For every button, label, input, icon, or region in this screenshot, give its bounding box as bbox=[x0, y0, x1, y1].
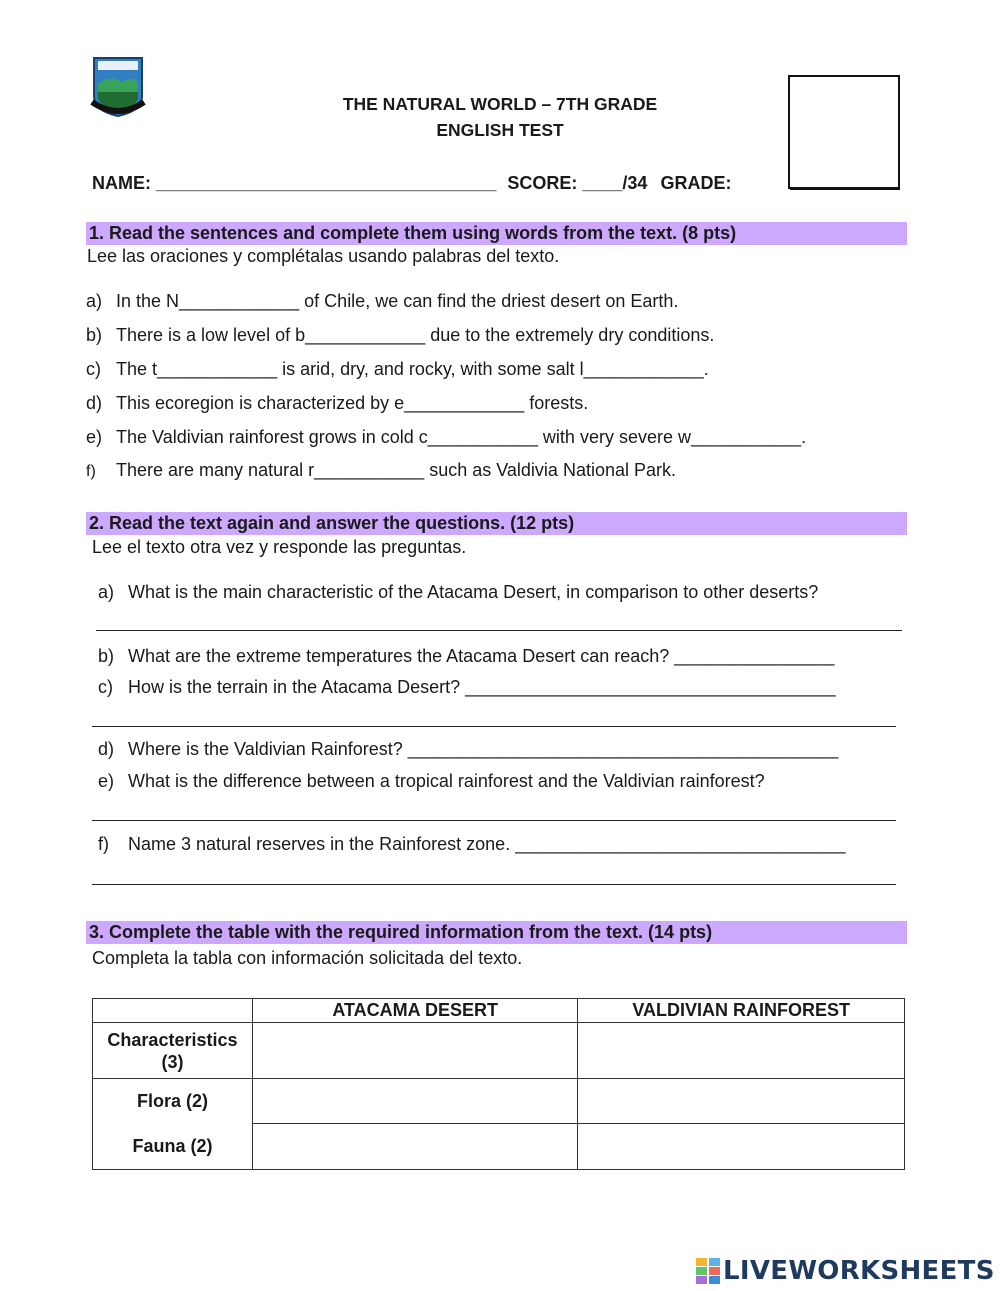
s2-question-e[interactable]: e) What is the difference between a tropical rainforest and the Valdivian rainforest? bbox=[98, 771, 765, 791]
cell-valdivian-fauna[interactable] bbox=[578, 1124, 905, 1170]
test-subtitle: ENGLISH TEST bbox=[436, 120, 564, 140]
s2-question-d[interactable]: d) Where is the Valdivian Rainforest? ___________________________________________ bbox=[98, 739, 839, 759]
row-header-characteristics: Characteristics (3) bbox=[93, 1023, 253, 1079]
cell-atacama-flora[interactable] bbox=[252, 1079, 577, 1124]
row-header-fauna: Fauna (2) bbox=[93, 1124, 253, 1170]
s1-item-b[interactable]: b) There is a low level of b____________ due to the extremely dry conditions. bbox=[86, 325, 715, 345]
section-1-heading: 1. Read the sentences and complete them using words from the text. (8 pts) bbox=[86, 222, 907, 245]
s2-question-c[interactable]: c) How is the terrain in the Atacama Desert? _____________________________________ bbox=[98, 677, 836, 697]
s2-answer-line-e[interactable] bbox=[92, 820, 896, 821]
s1-item-f[interactable]: f) There are many natural r___________ such as Valdivia National Park. bbox=[86, 460, 676, 480]
s1-item-c[interactable]: c) The t____________ is arid, dry, and rocky, with some salt l____________. bbox=[86, 359, 709, 379]
grade-label: GRADE: bbox=[660, 173, 732, 193]
liveworksheets-logo-icon bbox=[696, 1258, 720, 1284]
s2-question-b[interactable]: b) What are the extreme temperatures the Atacama Desert can reach? ________________ bbox=[98, 646, 835, 666]
comparison-table bbox=[92, 998, 905, 1170]
score-field: SCORE: ____/34 bbox=[507, 173, 648, 193]
test-title: THE NATURAL WORLD – 7TH GRADE bbox=[342, 94, 658, 114]
s2-answer-line-f[interactable] bbox=[92, 884, 896, 885]
name-field[interactable]: NAME: __________________________________ SCORE: ____/34 GRADE: bbox=[92, 173, 732, 193]
liveworksheets-brand bbox=[696, 1256, 995, 1286]
section-2-heading: 2. Read the text again and answer the questions. (12 pts) bbox=[86, 512, 907, 535]
s2-answer-line-c[interactable] bbox=[92, 726, 896, 727]
s2-question-a[interactable]: a) What is the main characteristic of the Atacama Desert, in comparison to other deserts? bbox=[98, 582, 819, 602]
row-header-flora: Flora (2) bbox=[93, 1079, 253, 1124]
grade-underline bbox=[790, 189, 900, 190]
section-2-subtitle: Lee el texto otra vez y responde las preguntas. bbox=[92, 537, 467, 557]
table-corner-cell bbox=[93, 999, 253, 1023]
section-3-subtitle: Completa la tabla con información solicitada del texto. bbox=[92, 948, 523, 968]
s1-item-a[interactable]: a) In the N____________ of Chile, we can find the driest desert on Earth. bbox=[86, 291, 679, 311]
liveworksheets-wordmark: LIVEWORKSHEETS bbox=[723, 1256, 995, 1286]
column-header-valdivian: VALDIVIAN RAINFOREST bbox=[578, 999, 905, 1023]
cell-atacama-characteristics[interactable] bbox=[252, 1023, 577, 1079]
section-3-heading: 3. Complete the table with the required information from the text. (14 pts) bbox=[86, 921, 907, 944]
cell-valdivian-characteristics[interactable] bbox=[578, 1023, 905, 1079]
s1-item-d[interactable]: d) This ecoregion is characterized by e____________ forests. bbox=[86, 393, 589, 413]
s2-question-f[interactable]: f) Name 3 natural reserves in the Rainforest zone. _________________________________ bbox=[98, 834, 846, 854]
column-header-atacama: ATACAMA DESERT bbox=[252, 999, 577, 1023]
s2-answer-line-a[interactable] bbox=[96, 630, 902, 631]
s1-item-e[interactable]: e) The Valdivian rainforest grows in cold c___________ with very severe w___________. bbox=[86, 427, 807, 447]
section-1-subtitle: Lee las oraciones y complétalas usando palabras del texto. bbox=[87, 246, 560, 266]
cell-valdivian-flora[interactable] bbox=[578, 1079, 905, 1124]
cell-atacama-fauna[interactable] bbox=[252, 1124, 577, 1170]
